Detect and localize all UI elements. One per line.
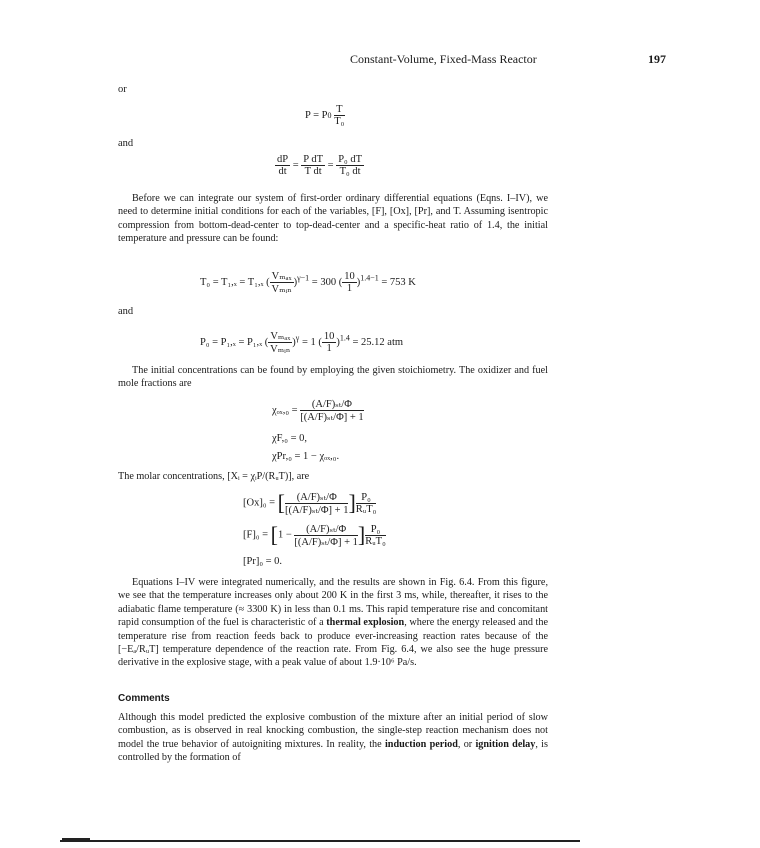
eq-t0-result: = 753 K: [378, 276, 416, 288]
eq-ox-lhs: [Ox]₀ =: [243, 497, 278, 509]
eq-t0-frac2: [342, 271, 357, 294]
equation-product-concentration: [Pr]₀ = 0.: [243, 556, 283, 567]
eq-xox-lhs: χₒₓ,₀ =: [272, 404, 301, 416]
eq-p0-exp: γ: [295, 333, 300, 343]
eq-t0-frac-num: Vₘₐₓ: [271, 271, 292, 282]
paragraph-initial-conditions: Before we can integrate our system of first-order ordinary differential equations (Eqns. I–IV), we need to determine initial conditions for each of the variables, [F], [Ox], [Pr], and T. Assuming isentropic compression from bottom-dead-center to top-dead-center and a specific-heat ratio of 1.4, the initial temperature and pressure can be found:: [118, 193, 548, 245]
equation-oxidizer-concentration: [243, 490, 376, 516]
section-heading-comments: Comments: [118, 693, 170, 704]
eq-dp-lhs: [275, 154, 290, 177]
eq-p-lhs: P = P: [305, 109, 328, 121]
eq-f-p-den: RᵤT₀: [365, 535, 386, 547]
results-text-c: , where the energy released and the temperature rise from reaction feeds back to produce ever-increasing reaction rates because of the [−Eₐ/RᵤT] temperature dependence of the reaction rate. From Fig. 6.4, we also see the huge pressure derivative in the explosive stage, with a peak value of about 1.9·10⁶ Pa/s.: [118, 617, 549, 669]
eq-xox-frac: [300, 398, 363, 423]
eq-ox-bracket-close: ]: [348, 490, 356, 515]
eq-f-bracket-close: ]: [357, 522, 366, 547]
page-number: 197: [648, 52, 666, 66]
eq-ox-p-den: RᵤT₀: [355, 503, 377, 515]
eq-xox-den: [(A/F)ₛₜ/Φ] + 1: [300, 412, 364, 423]
eq-dp-lhs-den: dt: [278, 166, 287, 177]
eq-p-sub: 0: [327, 110, 332, 120]
eq-dp-lhs-num: dP: [277, 154, 289, 165]
eq-f-one: 1 −: [278, 529, 295, 541]
eq-f-p-frac: [365, 524, 386, 547]
term-ignition-delay: ignition delay: [475, 738, 536, 750]
eq-p0-frac: [268, 330, 292, 355]
eq-t0-lhs: T₀ = T₁,ₓ = T₁,ₓ (: [200, 276, 270, 288]
running-header-title: Constant-Volume, Fixed-Mass Reactor: [350, 52, 537, 66]
paragraph-results: [118, 576, 548, 670]
paragraph-comments: [118, 711, 548, 765]
bottom-rule: [60, 840, 580, 842]
word-and-2: and: [118, 306, 134, 317]
eq-dp-rhs-num: P₀ dT: [338, 154, 362, 165]
eq-f-frac: [294, 523, 357, 548]
eq-ox-p-frac: [356, 492, 377, 515]
eq-dp-rhs: [336, 154, 364, 177]
eq-ox-bracket-open: [: [277, 490, 285, 515]
eq-t0-exp: γ−1: [297, 273, 310, 283]
eq-p0-rhs: = 1 (: [299, 336, 322, 348]
word-and-1: and: [118, 138, 134, 149]
equation-pressure-derivative: $\frac{dP}{dt}$ = $\frac{\text{P dT}}{\text{T dt}}$ = $\frac{\text{P₀ dT}}{\text{T₀ dt}}$: [277, 154, 362, 177]
equation-initial-temperature: T₀ = T₁,ₓ = T₁,ₓ ( $\frac{\text{Vₘₐₓ}}{\text{Vₘᵢₙ}}$ )$^{\gamma-1}$ = 300 ( $\frac{10}{1}$ )$^{1.4-1}$ = 753 K: [200, 271, 416, 295]
equation-fuel-mole-fraction: χF,₀ = 0,: [272, 433, 307, 444]
eq-t0-frac2-den: 1: [346, 283, 353, 294]
eq-p0-frac2: [322, 331, 337, 354]
eq-f-num: (A/F)ₛₜ/Φ: [294, 523, 357, 536]
equation-initial-pressure: P₀ = P₁,ₓ = P₁,ₓ ( $\frac{\text{Vₘₐₓ}}{\text{Vₘᵢₙ}}$ )$^\gamma$ = 1 ( $\frac{10}{1}$ )$^{1.4}$ = 25.12 atm: [200, 331, 404, 355]
term-induction-period: induction period: [384, 738, 458, 750]
equation-oxidizer-mole-fraction: [272, 398, 364, 423]
eq-p-den: T₀: [334, 116, 345, 127]
eq-ox-den: [(A/F)ₛₜ/Φ] + 1: [285, 504, 349, 516]
eq-f-p-num: P₀: [365, 524, 386, 536]
eq-ox-frac: [285, 491, 348, 516]
eq-p-num: T: [336, 104, 343, 115]
eq-t0-rhs: = 300 (: [309, 276, 343, 288]
term-thermal-explosion: thermal explosion: [326, 617, 405, 629]
eq-f-bracket-open: [: [270, 522, 278, 547]
eq-dp-mid-num: P dT: [303, 154, 324, 165]
eq-f-den: [(A/F)ₛₜ/Φ] + 1: [294, 536, 358, 548]
eq-p0-frac-num: Vₘₐₓ: [270, 331, 291, 342]
equation-product-mole-fraction: χPr,₀ = 1 − χₒₓ,₀.: [272, 451, 340, 462]
comments-text-a: Although this model predicted the explosive combustion of the mixture after an initial period of slow combustion, as is observed in real knocking combustion, the single-step reaction mechanism does not model the true behavior of autoigniting mixtures. In reality, the: [118, 712, 548, 750]
eq-p0-frac2-den: 1: [326, 343, 332, 354]
results-text-a: Equations I–IV were integrated numerically, and the results are shown in Fig. 6.4. From this figure, we see that the temperature increases only about 200 K in the first 3 ms, while, thereafter, it rises to the adiabatic flame temperature (≈ 3300 K) in less than 0.1 ms. This rapid temperature rise and concomitant rapid consumption of the fuel is characteristic of a: [118, 577, 548, 629]
eq-t0-frac: [270, 270, 294, 295]
eq-ox-p-num: P₀: [356, 492, 377, 504]
eq-p0-frac-den: Vₘᵢₙ: [270, 344, 291, 355]
eq-t0-frac-den: Vₘᵢₙ: [271, 284, 292, 295]
bottom-rule-mark: [62, 838, 90, 842]
eq-dp-mid-den: T dt: [304, 166, 322, 177]
comments-text-e: , is controlled by the formation of: [118, 738, 548, 764]
eq-p-frac: [334, 104, 344, 127]
paragraph-molar-concentrations: The molar concentrations, [Xᵢ = χᵢP/(RᵤT)], are: [118, 471, 310, 482]
eq-p0-lhs: P₀ = P₁,ₓ = P₁,ₓ (: [200, 336, 269, 348]
eq-t0-exp2: 1.4−1: [360, 273, 379, 283]
eq-xox-num: (A/F)ₛₜ/Φ: [300, 398, 363, 411]
paragraph-stoichiometry: The initial concentrations can be found by employing the given stoichiometry. The oxidizer and fuel mole fractions are: [118, 365, 548, 390]
comments-text-c: , or: [457, 738, 476, 750]
eq-f-lhs: [F]₀ =: [243, 529, 271, 541]
eq-dp-mid: [301, 154, 325, 177]
eq-ox-num: (A/F)ₛₜ/Φ: [285, 491, 348, 504]
word-or: or: [118, 84, 127, 95]
eq-p0-exp2: 1.4: [339, 333, 350, 343]
eq-dp-rhs-den: T₀ dt: [339, 166, 361, 177]
eq-p0-frac2-num: 10: [323, 331, 335, 342]
equation-fuel-concentration: [243, 522, 386, 548]
eq-t0-frac2-num: 10: [344, 271, 355, 282]
eq-p0-result: = 25.12 atm: [349, 336, 404, 348]
equation-pressure-ratio: [305, 104, 345, 127]
